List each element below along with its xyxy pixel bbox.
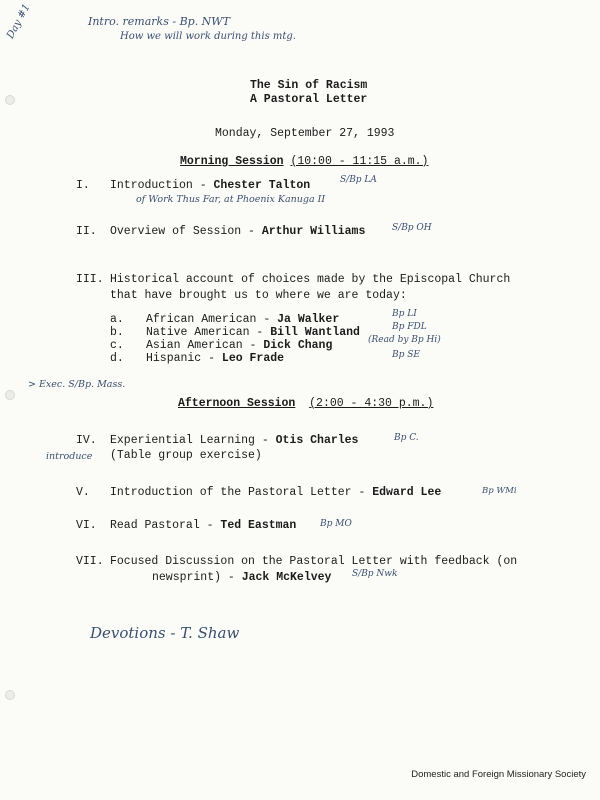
morning-session-label: Morning Session xyxy=(180,155,284,168)
handwritten-how-we-will-work: How we will work during this mtg. xyxy=(120,31,296,42)
presenter-name: Otis Charles xyxy=(275,434,359,447)
agenda-item-experiential-cont: (Table group exercise) xyxy=(110,449,262,462)
presenter-name: Ja Walker xyxy=(277,313,340,326)
document-subtitle: A Pastoral Letter xyxy=(250,93,368,106)
document-title: The Sin of Racism xyxy=(250,79,368,92)
presenter-name: Edward Lee xyxy=(372,486,442,499)
handwritten-introduce: introduce xyxy=(46,451,93,462)
subitem-letter: b. xyxy=(110,326,124,339)
afternoon-session-heading xyxy=(178,398,433,410)
subitem-text: African American - xyxy=(146,313,278,326)
presenter-name: Chester Talton xyxy=(213,179,311,192)
handwritten-note: S/Bp OH xyxy=(392,223,432,233)
handwritten-day-label: Day #1 xyxy=(5,2,33,41)
subitem-letter: c. xyxy=(110,339,124,352)
agenda-item-number: VI. xyxy=(76,519,97,532)
subitem-native-american xyxy=(146,327,360,339)
handwritten-note: Bp LI xyxy=(392,309,417,319)
agenda-item-number: I. xyxy=(76,179,90,192)
agenda-item-experiential xyxy=(110,435,358,447)
morning-session-heading xyxy=(180,156,428,168)
agenda-item-focused-discussion: Focused Discussion on the Pastoral Letter with feedback (on xyxy=(110,555,518,568)
handwritten-devotions: Devotions - T. Shaw xyxy=(90,624,240,642)
handwritten-note: Bp MO xyxy=(320,519,352,529)
presenter-name: Dick Chang xyxy=(263,339,333,352)
subitem-asian-american xyxy=(146,340,332,352)
agenda-item-number: V. xyxy=(76,486,90,499)
agenda-item-number: VII. xyxy=(76,555,104,568)
agenda-item-text: newsprint) - xyxy=(152,571,242,584)
handwritten-note: Bp SE xyxy=(392,350,420,360)
morning-session-time: (10:00 - 11:15 a.m.) xyxy=(290,155,429,168)
handwritten-note: Bp C. xyxy=(394,433,419,443)
subitem-text: Native American - xyxy=(146,326,271,339)
subitem-text: Hispanic - xyxy=(146,352,222,365)
handwritten-note: Bp FDL xyxy=(392,322,427,332)
handwritten-note: S/Bp Nwk xyxy=(352,569,398,579)
agenda-item-historical-cont: that have brought us to where we are today: xyxy=(110,289,407,302)
agenda-item-number: IV. xyxy=(76,434,97,447)
punch-hole xyxy=(5,390,15,400)
punch-hole xyxy=(5,690,15,700)
subitem-text: Asian American - xyxy=(146,339,264,352)
subitem-letter: a. xyxy=(110,313,124,326)
presenter-name: Bill Wantland xyxy=(270,326,360,339)
agenda-item-pastoral-intro xyxy=(110,487,441,499)
punch-hole xyxy=(5,95,15,105)
presenter-name: Arthur Williams xyxy=(261,225,366,238)
handwritten-note: of Work Thus Far, at Phoenix Kanuga II xyxy=(136,194,326,205)
agenda-item-focused-discussion-cont xyxy=(152,572,331,584)
agenda-item-text: Read Pastoral - xyxy=(110,519,221,532)
handwritten-note: Bp WMi xyxy=(482,486,517,496)
document-date: Monday, September 27, 1993 xyxy=(215,127,395,140)
agenda-item-introduction xyxy=(110,180,310,192)
handwritten-intro-remarks: Intro. remarks - Bp. NWT xyxy=(88,15,230,28)
subitem-hispanic xyxy=(146,353,284,365)
agenda-item-historical: Historical account of choices made by the Episcopal Church xyxy=(110,273,511,286)
subitem-letter: d. xyxy=(110,352,124,365)
handwritten-note: S/Bp LA xyxy=(340,175,377,185)
agenda-item-number: II. xyxy=(76,225,97,238)
agenda-item-text: Experiential Learning - xyxy=(110,434,276,447)
agenda-item-text: Introduction of the Pastoral Letter - xyxy=(110,486,373,499)
agenda-item-text: Overview of Session - xyxy=(110,225,262,238)
subitem-african-american xyxy=(146,314,339,326)
agenda-item-text: Introduction - xyxy=(110,179,214,192)
handwritten-note: (Read by Bp Hi) xyxy=(368,335,441,345)
agenda-item-number: III. xyxy=(76,273,104,286)
archive-footer: Domestic and Foreign Missionary Society xyxy=(411,769,586,780)
presenter-name: Ted Eastman xyxy=(220,519,297,532)
afternoon-session-time: (2:00 - 4:30 p.m.) xyxy=(309,397,434,410)
presenter-name: Leo Frade xyxy=(221,352,285,365)
agenda-item-read-pastoral xyxy=(110,520,296,532)
afternoon-session-label: Afternoon Session xyxy=(178,397,296,410)
presenter-name: Jack McKelvey xyxy=(241,571,332,584)
handwritten-exec-note: > Exec. S/Bp. Mass. xyxy=(28,379,126,390)
agenda-item-overview xyxy=(110,226,365,238)
